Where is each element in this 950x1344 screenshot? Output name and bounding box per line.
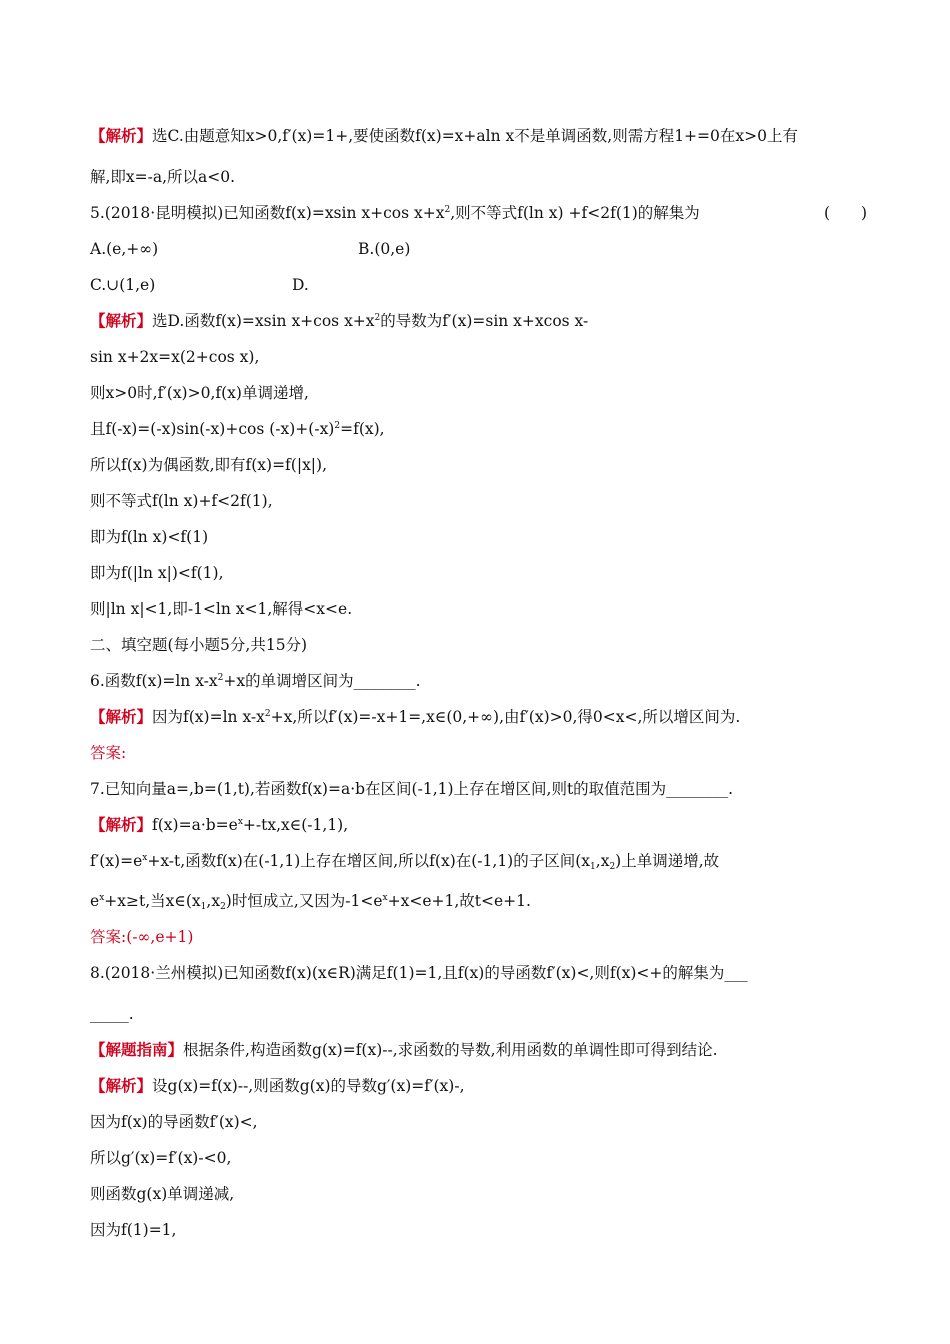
line-text: 设g(x)=f(x)--,则函数g(x)的导数g′(x)=f′(x)-, bbox=[152, 1077, 465, 1095]
question-8-line-2 bbox=[90, 1003, 910, 1025]
line-text: f′(x)=e bbox=[90, 852, 143, 870]
subscript: 1 bbox=[200, 902, 207, 912]
line-text: 选C.由题意知x>0,f′(x)=1+,要使函数f(x)=x+aln x不是单调函数,则需方程1+=0在x>0上有 bbox=[152, 127, 798, 145]
solution-8-line-1 bbox=[90, 1075, 910, 1097]
line-text: +x,所以f′(x)=-x+1=,x∈(0,+∞),由f′(x)>0,得0<x<,所以增区间为. bbox=[270, 708, 741, 726]
line-text: _____. bbox=[90, 1005, 134, 1023]
line-text: 且f(-x)=(-x)sin(-x)+cos (-x)+(-x) bbox=[90, 420, 335, 438]
solution-guide-8 bbox=[90, 1039, 910, 1061]
solution-7-line-2 bbox=[90, 850, 910, 872]
line-text: 因为f(x)的导函数f′(x)<, bbox=[90, 1113, 258, 1131]
line-text: +x-t,函数f(x)在(-1,1)上存在增区间,所以f(x)在(-1,1)的子区间(x bbox=[147, 852, 591, 870]
solution-5-line-6 bbox=[90, 490, 910, 512]
line-text: )时恒成立,又因为-1<e bbox=[225, 892, 383, 910]
guide-tag: 【解题指南】 bbox=[90, 1040, 184, 1059]
superscript: 2 bbox=[444, 205, 451, 215]
superscript: 2 bbox=[264, 709, 271, 719]
solution-5-line-9 bbox=[90, 598, 910, 620]
line-text: 因为f(x)=ln x-x bbox=[152, 708, 265, 726]
solution-5-line-1 bbox=[90, 310, 910, 332]
option-a: A.(e,+∞) bbox=[90, 240, 159, 258]
solution-5-line-3 bbox=[90, 382, 910, 404]
line-text: +x≥t,当x∈(x bbox=[104, 892, 201, 910]
solution-6 bbox=[90, 706, 910, 728]
question-8-line-1 bbox=[90, 962, 910, 984]
superscript: x bbox=[142, 853, 148, 863]
analysis-tag: 【解析】 bbox=[90, 126, 153, 145]
option-c: C.∪(1,e) bbox=[90, 276, 156, 294]
superscript: 2 bbox=[334, 421, 341, 431]
superscript: x bbox=[99, 893, 105, 903]
line-text: ,x bbox=[206, 892, 221, 910]
solution-7-line-1 bbox=[90, 814, 910, 836]
line-text: )上单调递增,故 bbox=[615, 852, 720, 870]
solution-7-line-3 bbox=[90, 890, 910, 912]
section-heading bbox=[90, 634, 910, 656]
subscript: 2 bbox=[220, 902, 226, 912]
line-text: 的导数为f′(x)=sin x+xcos x- bbox=[380, 312, 589, 330]
solution-4-line-2 bbox=[90, 166, 910, 188]
solution-5-line-8 bbox=[90, 562, 910, 584]
line-text: f(x)=a·b=e bbox=[152, 816, 238, 834]
line-text: +x<e+1,故t<e+1. bbox=[387, 892, 531, 910]
line-text: 根据条件,构造函数g(x)=f(x)--,求函数的导数,利用函数的单调性即可得到结论. bbox=[183, 1041, 718, 1059]
solution-5-line-2 bbox=[90, 346, 910, 368]
solution-8-line-2 bbox=[90, 1111, 910, 1133]
options-ab bbox=[90, 238, 910, 260]
answer-label: 答案: bbox=[90, 744, 127, 762]
line-text: ,则不等式f(ln x) +f<2f(1)的解集为 bbox=[450, 204, 700, 222]
line-text: ,x bbox=[595, 852, 610, 870]
line-text: 5.(2018·昆明模拟)已知函数f(x)=xsin x+cos x+x bbox=[90, 204, 445, 222]
line-text: 则函数g(x)单调递减, bbox=[90, 1185, 235, 1203]
answer-7 bbox=[90, 926, 910, 948]
line-text: 6.函数f(x)=ln x-x bbox=[90, 672, 218, 690]
line-text: 则x>0时,f′(x)>0,f(x)单调递增, bbox=[90, 384, 309, 402]
line-text: 8.(2018·兰州模拟)已知函数f(x)(x∈R)满足f(1)=1,且f(x)的导函数f′(x)<,则f(x)<+的解集为___ bbox=[90, 964, 748, 982]
line-text: 7.已知向量a=,b=(1,t),若函数f(x)=a·b在区间(-1,1)上存在增区间,则t的取值范围为________. bbox=[90, 780, 734, 798]
solution-8-line-4 bbox=[90, 1183, 910, 1205]
line-text: +x的单调增区间为________. bbox=[223, 672, 421, 690]
superscript: x bbox=[237, 817, 243, 827]
line-text: 则|ln x|<1,即-1<ln x<1,解得<x<e. bbox=[90, 600, 353, 618]
solution-8-line-5 bbox=[90, 1219, 910, 1241]
question-5 bbox=[90, 202, 910, 224]
solution-5-line-5 bbox=[90, 454, 910, 476]
options-cd bbox=[90, 274, 910, 296]
answer-value: (-∞,e+1) bbox=[126, 928, 194, 946]
analysis-tag: 【解析】 bbox=[90, 1076, 153, 1095]
line-text: 二、填空题(每小题5分,共15分) bbox=[90, 636, 308, 654]
answer-paren: ( ) bbox=[824, 204, 868, 222]
line-text: 即为f(|ln x|)<f(1), bbox=[90, 564, 224, 582]
line-text: =f(x), bbox=[340, 420, 385, 438]
subscript: 1 bbox=[590, 862, 596, 872]
analysis-tag: 【解析】 bbox=[90, 311, 153, 330]
option-d: D. bbox=[292, 276, 309, 294]
question-7 bbox=[90, 778, 910, 800]
line-text: 即为f(ln x)<f(1) bbox=[90, 528, 209, 546]
option-b: B.(0,e) bbox=[358, 240, 411, 258]
analysis-tag: 【解析】 bbox=[90, 815, 153, 834]
line-text: e bbox=[90, 892, 100, 910]
superscript: x bbox=[382, 893, 388, 903]
line-text: 则不等式f(ln x)+f<2f(1), bbox=[90, 492, 273, 510]
line-text: +-tx,x∈(-1,1), bbox=[242, 816, 349, 834]
line-text: 所以f(x)为偶函数,即有f(x)=f(|x|), bbox=[90, 456, 328, 474]
solution-4-line-1 bbox=[90, 125, 910, 147]
solution-8-line-3 bbox=[90, 1147, 910, 1169]
question-6 bbox=[90, 670, 910, 692]
line-text: 因为f(1)=1, bbox=[90, 1221, 177, 1239]
superscript: 2 bbox=[374, 313, 381, 323]
answer-6 bbox=[90, 742, 910, 764]
solution-5-line-4 bbox=[90, 418, 910, 440]
line-text: 所以g′(x)=f′(x)-<0, bbox=[90, 1149, 232, 1167]
line-text: 解,即x=-a,所以a<0. bbox=[90, 168, 236, 186]
subscript: 2 bbox=[609, 862, 616, 872]
line-text: sin x+2x=x(2+cos x), bbox=[90, 348, 260, 366]
superscript: 2 bbox=[217, 673, 224, 683]
line-text: 选D.函数f(x)=xsin x+cos x+x bbox=[152, 312, 375, 330]
analysis-tag: 【解析】 bbox=[90, 707, 153, 726]
solution-5-line-7 bbox=[90, 526, 910, 548]
answer-label: 答案: bbox=[90, 928, 127, 946]
